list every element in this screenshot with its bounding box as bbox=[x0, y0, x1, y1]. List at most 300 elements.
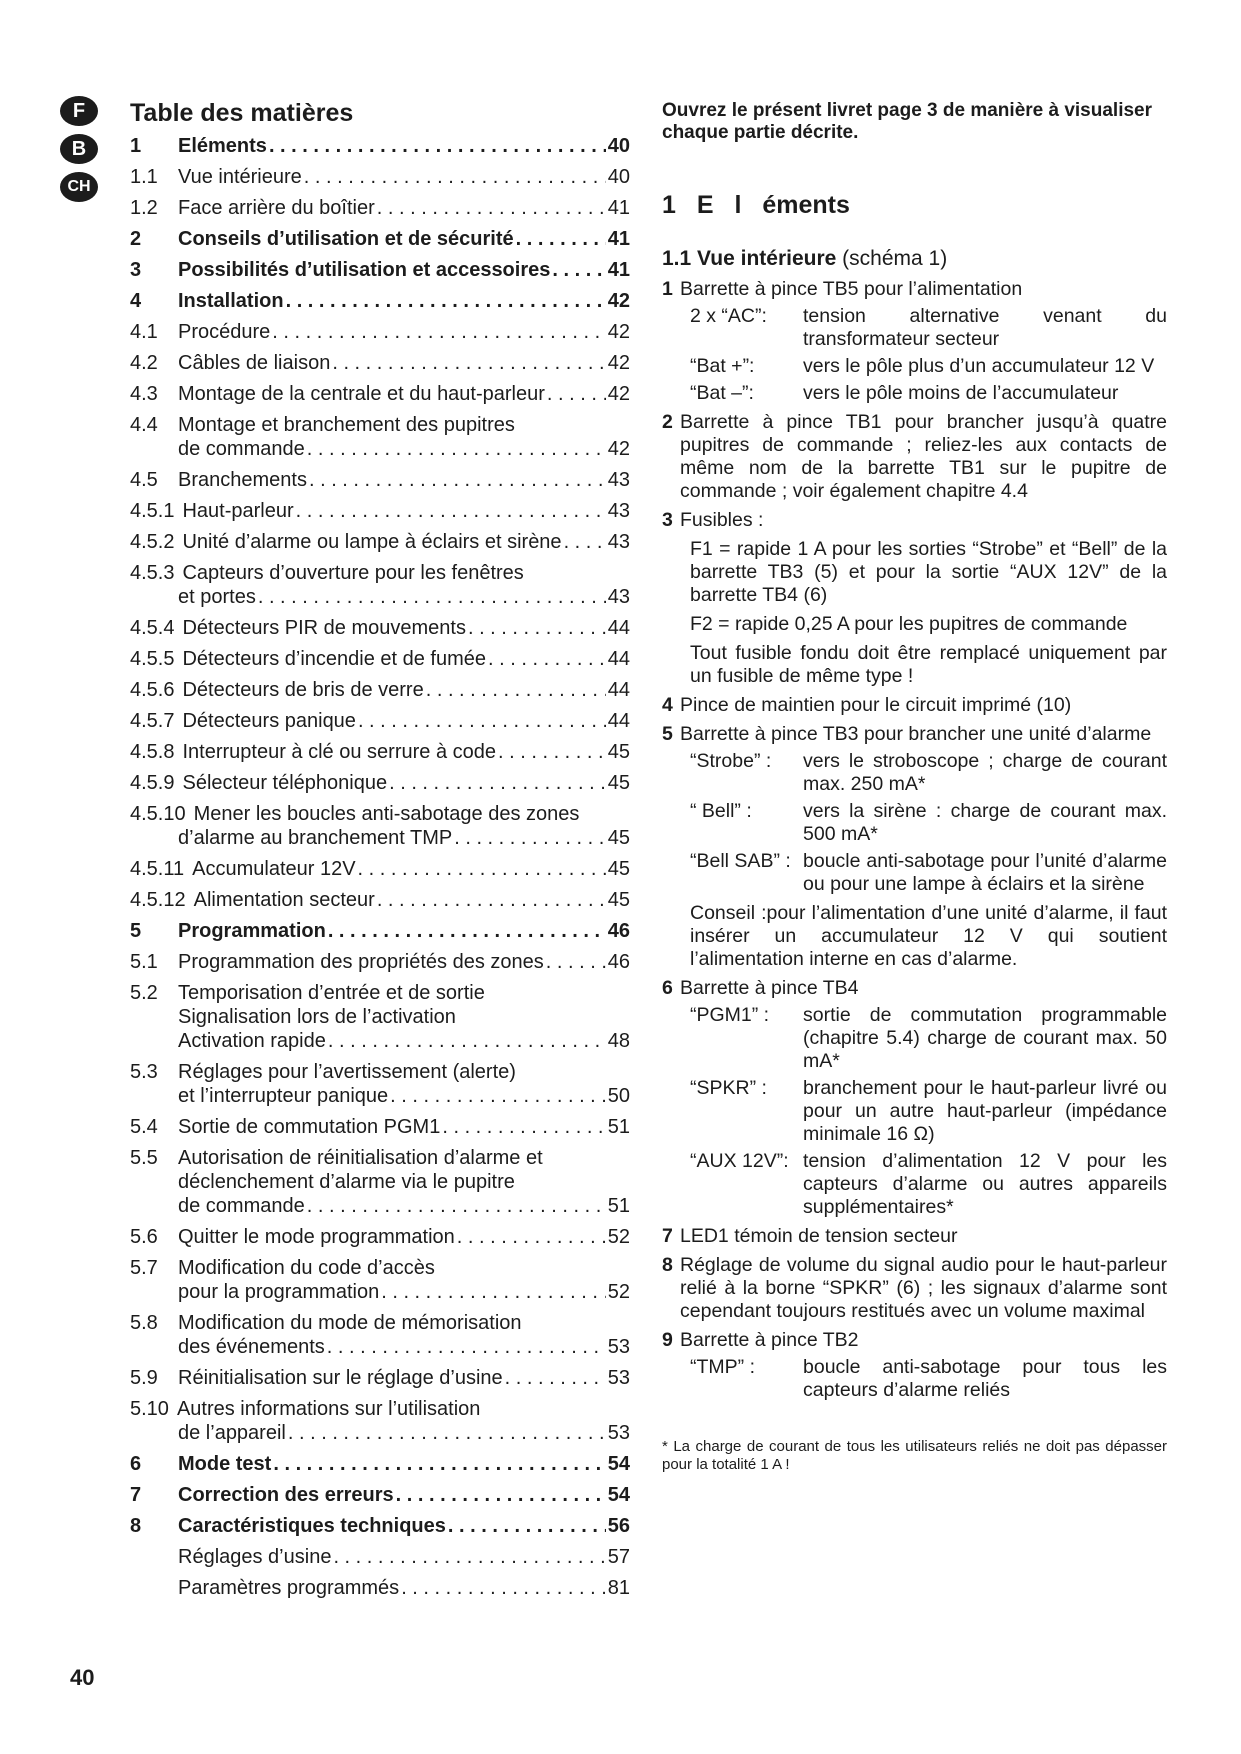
toc-label: Temporisation d’entrée et de sortie bbox=[178, 982, 485, 1004]
badge-f: F bbox=[60, 96, 98, 126]
toc-number: 4.5.7 bbox=[130, 710, 175, 732]
toc-page: 41 bbox=[607, 228, 630, 250]
toc-number: 5.6 bbox=[130, 1226, 158, 1248]
toc-label: Interrupteur à clé ou serrure à code bbox=[182, 741, 496, 763]
toc-entry bbox=[130, 1311, 630, 1359]
item-text: Barrette à pince TB2 bbox=[680, 1329, 859, 1351]
toc-line bbox=[130, 1335, 630, 1359]
toc-number: 4.4 bbox=[130, 414, 158, 436]
toc-page: 44 bbox=[607, 617, 630, 639]
toc-leader bbox=[552, 258, 605, 282]
toc-label: de commande bbox=[178, 438, 305, 460]
toc-line bbox=[130, 1225, 630, 1249]
toc-entry bbox=[130, 1115, 630, 1139]
toc-page: 50 bbox=[607, 1085, 630, 1107]
item-number: 5 bbox=[662, 723, 673, 745]
subsection-note: (schéma 1) bbox=[842, 247, 948, 270]
toc-page: 45 bbox=[607, 827, 630, 849]
toc-leader bbox=[307, 1194, 606, 1218]
table-of-contents bbox=[130, 96, 630, 1607]
intro-text: Ouvrez le présent livret page 3 de manière à visualiser chaque partie décrite. bbox=[662, 100, 1153, 143]
toc-page: 45 bbox=[607, 741, 630, 763]
toc-label: Installation bbox=[178, 290, 284, 312]
toc-line bbox=[130, 1452, 630, 1476]
toc-number: 4.5.2 bbox=[130, 531, 175, 553]
toc-line bbox=[130, 981, 630, 1005]
definition-key: “Strobe” : bbox=[690, 750, 772, 772]
toc-leader bbox=[396, 1483, 606, 1507]
toc-number: 4.5.11 bbox=[130, 858, 185, 880]
toc-entry bbox=[130, 134, 630, 158]
toc-leader bbox=[328, 919, 606, 943]
toc-leader bbox=[505, 1366, 606, 1390]
toc-line bbox=[130, 1311, 630, 1335]
element-item bbox=[662, 1225, 1167, 1248]
toc-line bbox=[130, 227, 630, 251]
toc-label: Détecteurs de bris de verre bbox=[182, 679, 424, 701]
definition-value: vers la sirène : charge de courant max. 500 mA* bbox=[803, 800, 1167, 845]
definition-key: 2 x “AC”: bbox=[690, 305, 767, 327]
toc-number: 4.5.5 bbox=[130, 648, 175, 670]
toc-line bbox=[130, 1170, 630, 1194]
item-text: Réglage de volume du signal audio pour le haut-parleur relié à la borne “SPKR” (6) ; les signaux d’alarme sont cependant toujours restitués avec un volume maximal bbox=[680, 1254, 1167, 1322]
toc-page: 46 bbox=[607, 951, 630, 973]
toc-entry bbox=[130, 1225, 630, 1249]
definition-row bbox=[662, 1356, 1167, 1402]
toc-entry bbox=[130, 530, 630, 554]
toc-page: 53 bbox=[607, 1422, 630, 1444]
item-number: 6 bbox=[662, 977, 673, 999]
toc-page: 51 bbox=[607, 1116, 630, 1138]
toc-leader bbox=[333, 1545, 605, 1569]
toc-entry bbox=[130, 1146, 630, 1218]
toc-page: 42 bbox=[607, 321, 630, 343]
definition-value: vers le pôle moins de l’accumulateur bbox=[803, 382, 1119, 404]
toc-leader bbox=[454, 826, 606, 850]
item-text: Barrette à pince TB5 pour l’alimentation bbox=[680, 278, 1023, 300]
toc-line bbox=[130, 351, 630, 375]
toc-label: et portes bbox=[178, 586, 256, 608]
toc-label: Montage de la centrale et du haut-parleur bbox=[178, 383, 545, 405]
definition-key: “ Bell” : bbox=[690, 800, 752, 822]
toc-label: Câbles de liaison bbox=[178, 352, 331, 374]
toc-leader bbox=[288, 1421, 606, 1445]
country-badges bbox=[60, 96, 104, 210]
toc-line bbox=[130, 950, 630, 974]
toc-page: 42 bbox=[607, 438, 630, 460]
definition-value: vers le stroboscope ; charge de courant max. 250 mA* bbox=[803, 750, 1167, 795]
toc-line bbox=[130, 1366, 630, 1390]
content-column bbox=[662, 100, 1167, 1474]
item-text: Barrette à pince TB3 pour brancher une unité d’alarme bbox=[680, 723, 1152, 745]
toc-page: 53 bbox=[607, 1367, 630, 1389]
toc-line bbox=[130, 1194, 630, 1218]
item-paragraph: Tout fusible fondu doit être remplacé uniquement par un fusible de même type ! bbox=[690, 642, 1167, 687]
toc-line bbox=[130, 382, 630, 406]
toc-label: Détecteurs PIR de mouvements bbox=[182, 617, 466, 639]
toc-number: 2 bbox=[130, 228, 142, 250]
element-item bbox=[662, 694, 1167, 717]
toc-label: Quitter le mode programmation bbox=[178, 1226, 455, 1248]
page-number: 40 bbox=[70, 1665, 95, 1690]
toc-entry bbox=[130, 647, 630, 671]
definition-row bbox=[662, 1077, 1167, 1146]
toc-label: Caractéristiques techniques bbox=[178, 1515, 446, 1537]
item-text: Barrette à pince TB4 bbox=[680, 977, 859, 999]
toc-label: Mener les boucles anti-sabotage des zones bbox=[193, 803, 580, 825]
toc-line bbox=[130, 1280, 630, 1304]
definition-key: “PGM1” : bbox=[690, 1004, 770, 1026]
definition-value: boucle anti-sabotage pour tous les capteurs d’alarme reliés bbox=[803, 1356, 1167, 1401]
toc-leader bbox=[358, 857, 606, 881]
definition-key: “SPKR” : bbox=[690, 1077, 767, 1099]
toc-page: 43 bbox=[607, 469, 630, 491]
item-text: LED1 témoin de tension secteur bbox=[680, 1225, 958, 1247]
toc-line bbox=[130, 1576, 630, 1600]
toc-list bbox=[130, 134, 630, 1600]
definition-value: sortie de commutation programmable (chapitre 5.4) charge de courant max. 50 mA* bbox=[803, 1004, 1167, 1072]
toc-line bbox=[130, 165, 630, 189]
toc-number: 5.3 bbox=[130, 1061, 158, 1083]
toc-line bbox=[130, 1256, 630, 1280]
toc-entry bbox=[130, 499, 630, 523]
toc-number: 1.1 bbox=[130, 166, 158, 188]
toc-leader bbox=[390, 1084, 606, 1108]
toc-line bbox=[130, 647, 630, 671]
toc-page: 42 bbox=[607, 352, 630, 374]
toc-number: 5.9 bbox=[130, 1367, 158, 1389]
toc-entry bbox=[130, 196, 630, 220]
definition-value: vers le pôle plus d’un accumulateur 12 V bbox=[803, 355, 1155, 377]
definition-row bbox=[662, 382, 1167, 405]
toc-leader bbox=[272, 320, 605, 344]
toc-number: 4.5.12 bbox=[130, 889, 186, 911]
toc-title: Table des matières bbox=[130, 99, 354, 127]
toc-entry bbox=[130, 1483, 630, 1507]
toc-leader bbox=[389, 771, 606, 795]
toc-label: Réinitialisation sur le réglage d’usine bbox=[178, 1367, 503, 1389]
item-number: 3 bbox=[662, 509, 673, 531]
footnote: * La charge de courant de tous les utilisateurs reliés ne doit pas dépasser pour la totalité 1 A ! bbox=[662, 1438, 1167, 1473]
toc-leader bbox=[516, 227, 606, 251]
toc-page: 53 bbox=[607, 1336, 630, 1358]
toc-page: 44 bbox=[607, 648, 630, 670]
toc-line bbox=[130, 740, 630, 764]
toc-label: Branchements bbox=[178, 469, 307, 491]
toc-page: 54 bbox=[607, 1453, 630, 1475]
toc-page: 43 bbox=[607, 586, 630, 608]
toc-line bbox=[130, 1397, 630, 1421]
toc-entry bbox=[130, 771, 630, 795]
toc-label: Signalisation lors de l’activation bbox=[178, 1006, 456, 1028]
toc-entry bbox=[130, 289, 630, 313]
toc-page: 42 bbox=[607, 383, 630, 405]
toc-label: de l’appareil bbox=[178, 1422, 286, 1444]
toc-page: 81 bbox=[607, 1577, 630, 1599]
toc-leader bbox=[448, 1514, 606, 1538]
toc-number: 4.5.1 bbox=[130, 500, 175, 522]
toc-line bbox=[130, 1029, 630, 1053]
toc-line bbox=[130, 771, 630, 795]
toc-number: 4 bbox=[130, 290, 142, 312]
toc-entry bbox=[130, 382, 630, 406]
item-text: Pince de maintien pour le circuit imprimé (10) bbox=[680, 694, 1072, 716]
toc-number: 4.5 bbox=[130, 469, 158, 491]
toc-entry bbox=[130, 1397, 630, 1445]
toc-page: 40 bbox=[607, 135, 630, 157]
toc-label: Haut-parleur bbox=[182, 500, 294, 522]
toc-label: Eléments bbox=[178, 135, 267, 157]
toc-label: Programmation des propriétés des zones bbox=[178, 951, 544, 973]
toc-label: Autres informations sur l’utilisation bbox=[176, 1398, 481, 1420]
toc-leader bbox=[296, 499, 606, 523]
toc-line bbox=[130, 289, 630, 313]
toc-page: 45 bbox=[607, 858, 630, 880]
toc-page: 51 bbox=[607, 1195, 630, 1217]
toc-number: 6 bbox=[130, 1453, 142, 1475]
toc-leader bbox=[269, 134, 606, 158]
toc-leader bbox=[564, 530, 606, 554]
toc-leader bbox=[468, 616, 606, 640]
toc-number: 4.1 bbox=[130, 321, 158, 343]
toc-line bbox=[130, 802, 630, 826]
toc-leader bbox=[547, 382, 606, 406]
toc-line bbox=[130, 1421, 630, 1445]
definition-row bbox=[662, 1150, 1167, 1219]
element-item bbox=[662, 723, 1167, 746]
toc-page: 45 bbox=[607, 889, 630, 911]
toc-number: 1 bbox=[130, 135, 142, 157]
section-heading: 1 E l éments bbox=[662, 191, 850, 219]
toc-entry bbox=[130, 258, 630, 282]
toc-number: 5.4 bbox=[130, 1116, 158, 1138]
toc-leader bbox=[304, 165, 606, 189]
toc-leader bbox=[442, 1115, 605, 1139]
toc-leader bbox=[328, 1029, 606, 1053]
toc-line bbox=[130, 1084, 630, 1108]
toc-number: 4.5.6 bbox=[130, 679, 175, 701]
toc-number: 4.2 bbox=[130, 352, 158, 374]
toc-leader bbox=[498, 740, 606, 764]
toc-entry bbox=[130, 1452, 630, 1476]
toc-number: 4.5.9 bbox=[130, 772, 175, 794]
toc-entry bbox=[130, 857, 630, 881]
toc-number: 1.2 bbox=[130, 197, 158, 219]
toc-entry bbox=[130, 1366, 630, 1390]
toc-page: 41 bbox=[607, 259, 630, 281]
toc-number: 5 bbox=[130, 920, 142, 942]
element-item bbox=[662, 977, 1167, 1000]
element-list bbox=[662, 278, 1167, 1402]
item-number: 8 bbox=[662, 1254, 673, 1276]
toc-page: 52 bbox=[607, 1281, 630, 1303]
toc-entry bbox=[130, 950, 630, 974]
subsection-number: 1.1 bbox=[662, 247, 692, 270]
toc-label: Montage et branchement des pupitres bbox=[178, 414, 515, 436]
definition-value: branchement pour le haut-parleur livré ou pour un autre haut-parleur (impédance minimale 16 Ω) bbox=[803, 1077, 1167, 1145]
toc-label: Sélecteur téléphonique bbox=[182, 772, 388, 794]
toc-label: d’alarme au branchement TMP bbox=[178, 827, 453, 849]
definition-value: tension alternative venant du transformateur secteur bbox=[803, 305, 1167, 350]
toc-label: Procédure bbox=[178, 321, 271, 343]
toc-label: de commande bbox=[178, 1195, 305, 1217]
subsection-heading bbox=[662, 247, 1167, 270]
toc-label: Modification du mode de mémorisation bbox=[178, 1312, 522, 1334]
item-number: 2 bbox=[662, 411, 673, 433]
toc-line bbox=[130, 1060, 630, 1084]
item-number: 9 bbox=[662, 1329, 673, 1351]
toc-entry bbox=[130, 1060, 630, 1108]
definition-key: “Bat +”: bbox=[690, 355, 755, 377]
definition-row bbox=[662, 1004, 1167, 1073]
toc-entry bbox=[130, 468, 630, 492]
toc-line bbox=[130, 857, 630, 881]
toc-page: 43 bbox=[607, 531, 630, 553]
item-paragraph: F2 = rapide 0,25 A pour les pupitres de commande bbox=[690, 613, 1128, 635]
toc-leader bbox=[377, 196, 606, 220]
toc-line bbox=[130, 709, 630, 733]
toc-line bbox=[130, 678, 630, 702]
element-item bbox=[662, 1329, 1167, 1352]
toc-leader bbox=[327, 1335, 606, 1359]
toc-leader bbox=[273, 1452, 605, 1476]
definition-key: “TMP” : bbox=[690, 1356, 755, 1378]
toc-label: Détecteurs d’incendie et de fumée bbox=[182, 648, 486, 670]
toc-line bbox=[130, 134, 630, 158]
toc-page: 54 bbox=[607, 1484, 630, 1506]
toc-number: 5.2 bbox=[130, 982, 158, 1004]
toc-entry bbox=[130, 802, 630, 850]
toc-label: déclenchement d’alarme via le pupitre bbox=[178, 1171, 515, 1193]
definition-row bbox=[662, 750, 1167, 796]
definition-key: “Bat –”: bbox=[690, 382, 754, 404]
toc-entry bbox=[130, 1545, 630, 1569]
toc-label: Vue intérieure bbox=[178, 166, 302, 188]
toc-number: 4.5.4 bbox=[130, 617, 175, 639]
toc-line bbox=[130, 1545, 630, 1569]
toc-line bbox=[130, 468, 630, 492]
definition-row bbox=[662, 800, 1167, 846]
toc-entry bbox=[130, 1514, 630, 1538]
toc-label: Alimentation secteur bbox=[193, 889, 375, 911]
toc-line bbox=[130, 888, 630, 912]
toc-page: 48 bbox=[607, 1030, 630, 1052]
toc-line bbox=[130, 1483, 630, 1507]
toc-label: Conseils d’utilisation et de sécurité bbox=[178, 228, 514, 250]
toc-label: Accumulateur 12V bbox=[192, 858, 356, 880]
toc-page: 43 bbox=[607, 500, 630, 522]
definition-key: “AUX 12V”: bbox=[690, 1150, 789, 1172]
item-number: 4 bbox=[662, 694, 673, 716]
toc-number: 4.5.3 bbox=[130, 562, 175, 584]
toc-line bbox=[130, 616, 630, 640]
badge-b: B bbox=[60, 134, 98, 164]
toc-label: Possibilités d’utilisation et accessoires bbox=[178, 259, 551, 281]
toc-entry bbox=[130, 165, 630, 189]
toc-leader bbox=[381, 1280, 606, 1304]
toc-number: 8 bbox=[130, 1515, 142, 1537]
toc-page: 44 bbox=[607, 710, 630, 732]
toc-number: 4.5.10 bbox=[130, 803, 186, 825]
toc-label: Autorisation de réinitialisation d’alarme et bbox=[178, 1147, 543, 1169]
toc-page: 42 bbox=[607, 290, 630, 312]
toc-page: 40 bbox=[607, 166, 630, 188]
toc-page: 57 bbox=[607, 1546, 630, 1568]
toc-line bbox=[130, 196, 630, 220]
toc-line bbox=[130, 530, 630, 554]
toc-number: 5.5 bbox=[130, 1147, 158, 1169]
toc-number: 5.8 bbox=[130, 1312, 158, 1334]
toc-entry bbox=[130, 1576, 630, 1600]
toc-number: 4.3 bbox=[130, 383, 158, 405]
toc-leader bbox=[358, 709, 606, 733]
toc-entry bbox=[130, 740, 630, 764]
toc-entry bbox=[130, 320, 630, 344]
toc-line bbox=[130, 258, 630, 282]
toc-label: Modification du code d’accès bbox=[178, 1257, 435, 1279]
toc-label: Face arrière du boîtier bbox=[178, 197, 375, 219]
definition-row bbox=[662, 850, 1167, 896]
toc-entry bbox=[130, 1256, 630, 1304]
toc-line bbox=[130, 320, 630, 344]
toc-label: Activation rapide bbox=[178, 1030, 326, 1052]
toc-entry bbox=[130, 616, 630, 640]
toc-label: Sortie de commutation PGM1 bbox=[178, 1116, 441, 1138]
definition-key: “Bell SAB” : bbox=[690, 850, 791, 872]
subsection-title: Vue intérieure bbox=[697, 247, 837, 270]
toc-line bbox=[130, 1005, 630, 1029]
element-item bbox=[662, 411, 1167, 503]
toc-label: Unité d’alarme ou lampe à éclairs et sirène bbox=[182, 531, 562, 553]
item-text: Fusibles : bbox=[680, 509, 764, 531]
toc-line bbox=[130, 413, 630, 437]
toc-line bbox=[130, 1115, 630, 1139]
toc-label: Détecteurs panique bbox=[182, 710, 356, 732]
toc-leader bbox=[488, 647, 606, 671]
toc-leader bbox=[377, 888, 606, 912]
toc-leader bbox=[309, 468, 606, 492]
toc-line bbox=[130, 1514, 630, 1538]
toc-number: 7 bbox=[130, 1484, 142, 1506]
toc-page: 52 bbox=[607, 1226, 630, 1248]
toc-entry bbox=[130, 351, 630, 375]
toc-entry bbox=[130, 888, 630, 912]
toc-label: Mode test bbox=[178, 1453, 272, 1475]
toc-page: 46 bbox=[607, 920, 630, 942]
toc-line bbox=[130, 826, 630, 850]
element-item bbox=[662, 278, 1167, 301]
toc-leader bbox=[286, 289, 606, 313]
toc-label: Correction des erreurs bbox=[178, 1484, 394, 1506]
toc-entry bbox=[130, 678, 630, 702]
toc-entry bbox=[130, 561, 630, 609]
toc-page: 45 bbox=[607, 772, 630, 794]
toc-entry bbox=[130, 413, 630, 461]
item-number: 1 bbox=[662, 278, 673, 300]
toc-leader bbox=[332, 351, 605, 375]
toc-page: 44 bbox=[607, 679, 630, 701]
toc-line bbox=[130, 499, 630, 523]
toc-label: Paramètres programmés bbox=[178, 1577, 400, 1599]
toc-leader bbox=[258, 585, 606, 609]
toc-entry bbox=[130, 919, 630, 943]
toc-line bbox=[130, 561, 630, 585]
toc-label: pour la programmation bbox=[178, 1281, 380, 1303]
item-paragraph: F1 = rapide 1 A pour les sorties “Strobe” et “Bell” de la barrette TB3 (5) et pour la sortie “AUX 12V” de la barrette TB4 (6) bbox=[690, 538, 1167, 606]
toc-line bbox=[130, 437, 630, 461]
badge-ch: CH bbox=[60, 172, 98, 202]
definition-row bbox=[662, 305, 1167, 351]
